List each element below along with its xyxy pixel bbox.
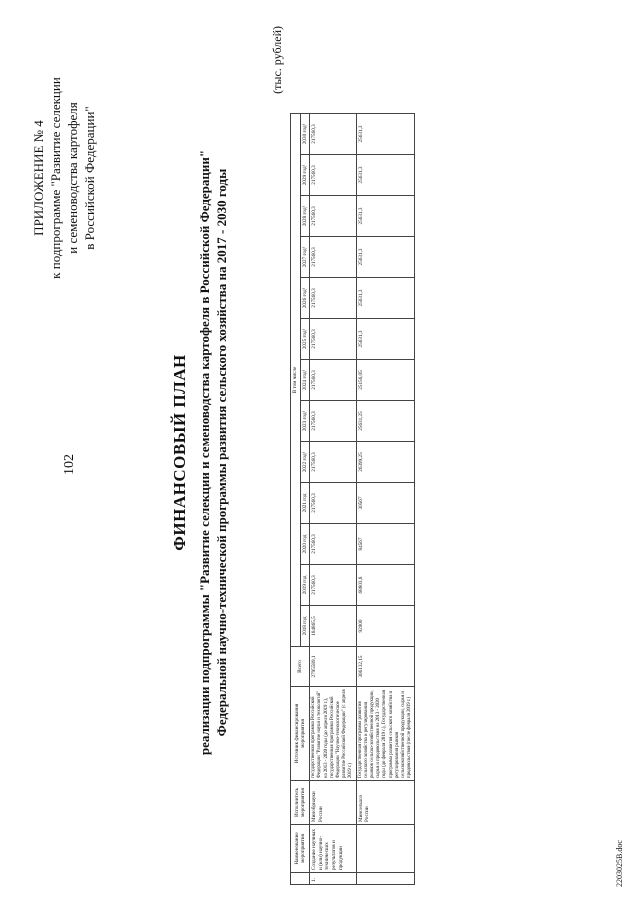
row-total: 306132,15 <box>356 647 415 687</box>
year-header: 2025 год¹ <box>300 319 310 360</box>
row-year-value: 25631,3 <box>356 319 415 360</box>
row-year-value: 217560,3 <box>310 442 356 483</box>
row-total: 2795589,1 <box>310 647 356 687</box>
year-header: 2018 год <box>300 606 310 647</box>
row-year-value: 217560,3 <box>310 155 356 196</box>
header-num <box>291 873 310 885</box>
year-header: 2026 год¹ <box>300 278 310 319</box>
financial-plan-table <box>290 113 415 885</box>
table-row <box>310 114 356 885</box>
row-year-value: 25631,25 <box>356 401 415 442</box>
year-header: 2028 год¹ <box>300 196 310 237</box>
year-header: 2020 год <box>300 524 310 565</box>
year-header: 2027 год¹ <box>300 237 310 278</box>
row-source: Государственная программа развития сельского хозяйства и регулирования рынков сельско-хозяйственной продукции, сырья и продовольствия на 2013 - 2020 годы (до февраля 2019 г.), Государственная программа развития сельского хозяйства и регулирования рынков сельскохозяйственной продукции, сырья и продовольствия (после февраля 2019 г.) <box>356 687 415 781</box>
year-header: 2024 год¹ <box>300 360 310 401</box>
header-name: Наименование мероприятия <box>291 825 310 873</box>
row-year-value: 217560,3 <box>310 401 356 442</box>
year-header: 2021 год <box>300 483 310 524</box>
row-num <box>356 873 415 885</box>
year-header: 2030 год¹ <box>300 114 310 155</box>
table-body <box>310 114 415 885</box>
row-year-value: 25631,3 <box>356 278 415 319</box>
row-year-value: 217560,3 <box>310 524 356 565</box>
row-year-value: 217560,3 <box>310 237 356 278</box>
row-year-value: 217560,3 <box>310 565 356 606</box>
header-source: Источник финансирования мероприятия <box>291 687 310 781</box>
row-name: Создание научных и (или) научно-технических результатов и продукции <box>310 825 356 873</box>
header-executor: Исполнитель мероприятия <box>291 781 310 825</box>
header-in-that-number: В том числе <box>291 114 301 647</box>
row-year-value: 68803,8 <box>356 565 415 606</box>
row-source: государственная программа Российской Федерации "Развитие науки и технологий" на 2013 - 2020 годы (до апреля 2019 г.), государственная программа Российской Федерации "Научно-технологическое развитие Российской Федерации" (с апреля 2019 г.) <box>310 687 356 781</box>
row-year-value: 217560,3 <box>310 319 356 360</box>
row-executor: Минобрнауки России <box>310 781 356 825</box>
page-number: 102 <box>62 454 77 475</box>
year-header: 2022 год¹ <box>300 442 310 483</box>
title-block <box>170 60 230 845</box>
header-total: Всего <box>291 647 310 687</box>
main-title: ФИНАНСОВЫЙ ПЛАН <box>170 354 189 551</box>
row-year-value: 25631,3 <box>356 114 415 155</box>
year-header: 2019 год <box>300 565 310 606</box>
row-year-value: 217560,3 <box>310 196 356 237</box>
row-year-value: 217560,3 <box>310 278 356 319</box>
year-header: 2023 год¹ <box>300 401 310 442</box>
year-header: 2029 год¹ <box>300 155 310 196</box>
table-row <box>356 114 415 885</box>
row-year-value: 217560,3 <box>310 483 356 524</box>
row-year-value: 217560,3 <box>310 114 356 155</box>
row-year-value: 84567 <box>356 524 415 565</box>
row-year-value: 30567 <box>356 483 415 524</box>
row-year-value: 25631,3 <box>356 155 415 196</box>
row-executor: Минсельхоз России <box>356 781 415 825</box>
appendix-line: ПРИЛОЖЕНИЕ № 4 <box>31 120 46 236</box>
subtitle-line-1: реализации подпрограммы "Развитие селекции и семеноводства картофеля в Российской Федерации" <box>197 149 212 756</box>
units-label: (тыс. рублей) <box>270 26 284 94</box>
subtitle-line-2: Федеральной научно-технической программы развития сельского хозяйства на 2017 - 2030 годы <box>214 168 229 737</box>
row-year-value: 184865,5 <box>310 606 356 647</box>
row-year-value: 25631,3 <box>356 196 415 237</box>
row-num: 1. <box>310 873 356 885</box>
row-year-value: 25631,3 <box>356 237 415 278</box>
appendix-line: и семеноводства картофеля <box>65 102 80 254</box>
row-name <box>356 825 415 873</box>
row-year-value: 217560,3 <box>310 360 356 401</box>
row-year-value: 26399,25 <box>356 442 415 483</box>
row-year-value: 92000 <box>356 606 415 647</box>
row-year-value: 25156,05 <box>356 360 415 401</box>
appendix-block <box>30 28 98 328</box>
appendix-line: к подпрограмме "Развитие селекции <box>48 77 63 279</box>
document-id: 2203025В.doc <box>615 840 624 887</box>
appendix-line: в Российской Федерации" <box>82 106 97 250</box>
